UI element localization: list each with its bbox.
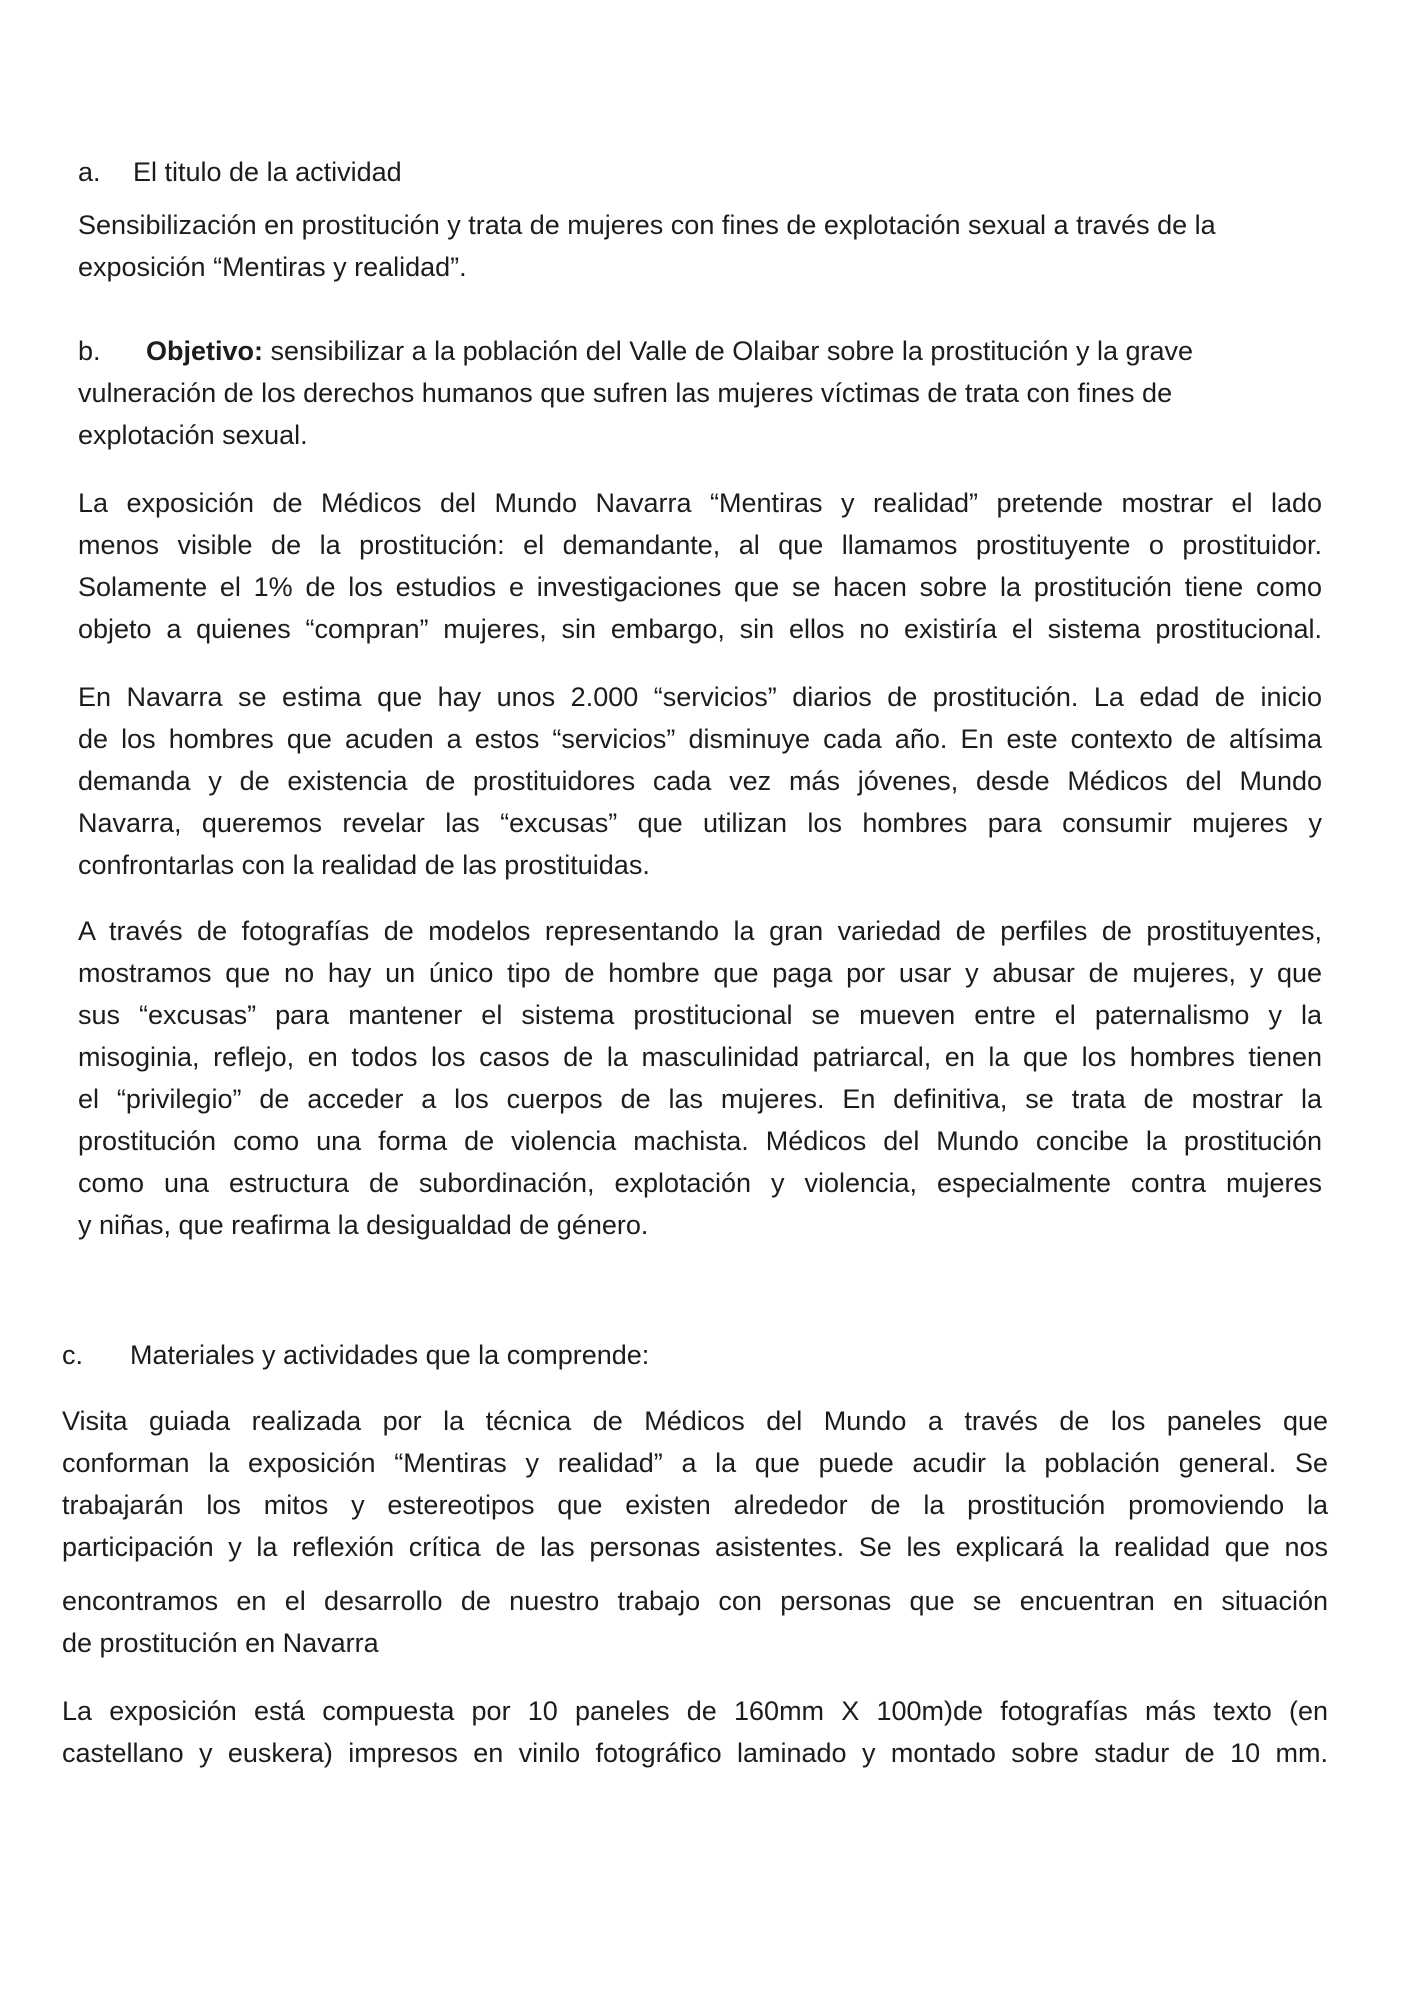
section-c-paragraph-1: [62, 1400, 1328, 1664]
text-line: demanda y de existencia de prostituidores cada vez más jóvenes, desde Médicos del Mundo: [78, 766, 1322, 796]
section-b-paragraph-3: [78, 910, 1322, 1246]
text-line: castellano y euskera) impresos en vinilo fotográfico laminado y montado sobre stadur de 10 mm.: [62, 1738, 1328, 1768]
text-line: trabajarán los mitos y estereotipos que existen alrededor de la prostitución promoviendo la: [62, 1490, 1328, 1520]
text-line: el “privilegio” de acceder a los cuerpos de las mujeres. En definitiva, se trata de mostrar la: [78, 1084, 1322, 1114]
section-a-heading: [78, 152, 402, 192]
text-line: La exposición de Médicos del Mundo Navarra “Mentiras y realidad” pretende mostrar el lado: [78, 488, 1322, 518]
text-line: misoginia, reflejo, en todos los casos de la masculinidad patriarcal, en la que los hombres tienen: [78, 1042, 1322, 1072]
text-line: confrontarlas con la realidad de las prostituidas.: [78, 850, 650, 880]
objective-text: sensibilizar a la población del Valle de Olaibar sobre la prostitución y la grave: [263, 336, 1194, 366]
section-c-title: Materiales y actividades que la comprende:: [130, 1340, 650, 1370]
text-line: menos visible de la prostitución: el demandante, al que llamamos prostituyente o prostituidor.: [78, 530, 1322, 560]
objective-label: Objetivo:: [146, 336, 264, 366]
text-line: y niñas, que reafirma la desigualdad de género.: [78, 1210, 649, 1240]
text-line: de los hombres que acuden a estos “servicios” disminuye cada año. En este contexto de altísima: [78, 724, 1322, 754]
section-c-heading: [62, 1335, 649, 1375]
text-line: mostramos que no hay un único tipo de hombre que paga por usar y abusar de mujeres, y que: [78, 958, 1322, 988]
text-line: sus “excusas” para mantener el sistema prostitucional se mueven entre el paternalismo y la: [78, 1000, 1322, 1030]
section-c-letter: c.: [62, 1340, 84, 1370]
section-a-letter: a.: [78, 157, 101, 187]
text-line: vulneración de los derechos humanos que sufren las mujeres víctimas de trata con fines de: [78, 378, 1173, 408]
text-line: En Navarra se estima que hay unos 2.000 “servicios” diarios de prostitución. La edad de inicio: [78, 682, 1322, 712]
section-b-objective: [78, 330, 1328, 456]
text-line: [78, 330, 1328, 372]
text-line: Navarra, queremos revelar las “excusas” que utilizan los hombres para consumir mujeres y: [78, 808, 1322, 838]
text-line: participación y la reflexión crítica de las personas asistentes. Se les explicará la realidad que nos: [62, 1532, 1328, 1562]
text-line: La exposición está compuesta por 10 paneles de 160mm X 100m)de fotografías más texto (en: [62, 1696, 1328, 1726]
text-line: exposición “Mentiras y realidad”.: [78, 252, 467, 282]
section-a-text: [78, 204, 1328, 288]
text-line: de prostitución en Navarra: [62, 1628, 379, 1658]
section-c-paragraph-2: [62, 1690, 1328, 1774]
section-b-letter: b.: [78, 336, 101, 366]
text-line: como una estructura de subordinación, explotación y violencia, especialmente contra mujeres: [78, 1168, 1322, 1198]
section-a-title: El titulo de la actividad: [133, 157, 402, 187]
text-line: Visita guiada realizada por la técnica de Médicos del Mundo a través de los paneles que: [62, 1406, 1328, 1436]
section-b-paragraph-2: [78, 676, 1322, 886]
text-line: Sensibilización en prostitución y trata de mujeres con fines de explotación sexual a través de la: [78, 210, 1216, 240]
text-line: encontramos en el desarrollo de nuestro trabajo con personas que se encuentran en situación: [62, 1586, 1328, 1616]
text-line: A través de fotografías de modelos representando la gran variedad de perfiles de prostituyentes,: [78, 916, 1322, 946]
text-line: explotación sexual.: [78, 420, 308, 450]
text-line: conforman la exposición “Mentiras y realidad” a la que puede acudir la población general. Se: [62, 1448, 1328, 1478]
section-b-paragraph-1: [78, 482, 1322, 650]
text-line: prostitución como una forma de violencia machista. Médicos del Mundo concibe la prostitución: [78, 1126, 1322, 1156]
text-line: Solamente el 1% de los estudios e investigaciones que se hacen sobre la prostitución tiene como: [78, 572, 1322, 602]
text-line: objeto a quienes “compran” mujeres, sin embargo, sin ellos no existiría el sistema prostitucional.: [78, 614, 1322, 644]
